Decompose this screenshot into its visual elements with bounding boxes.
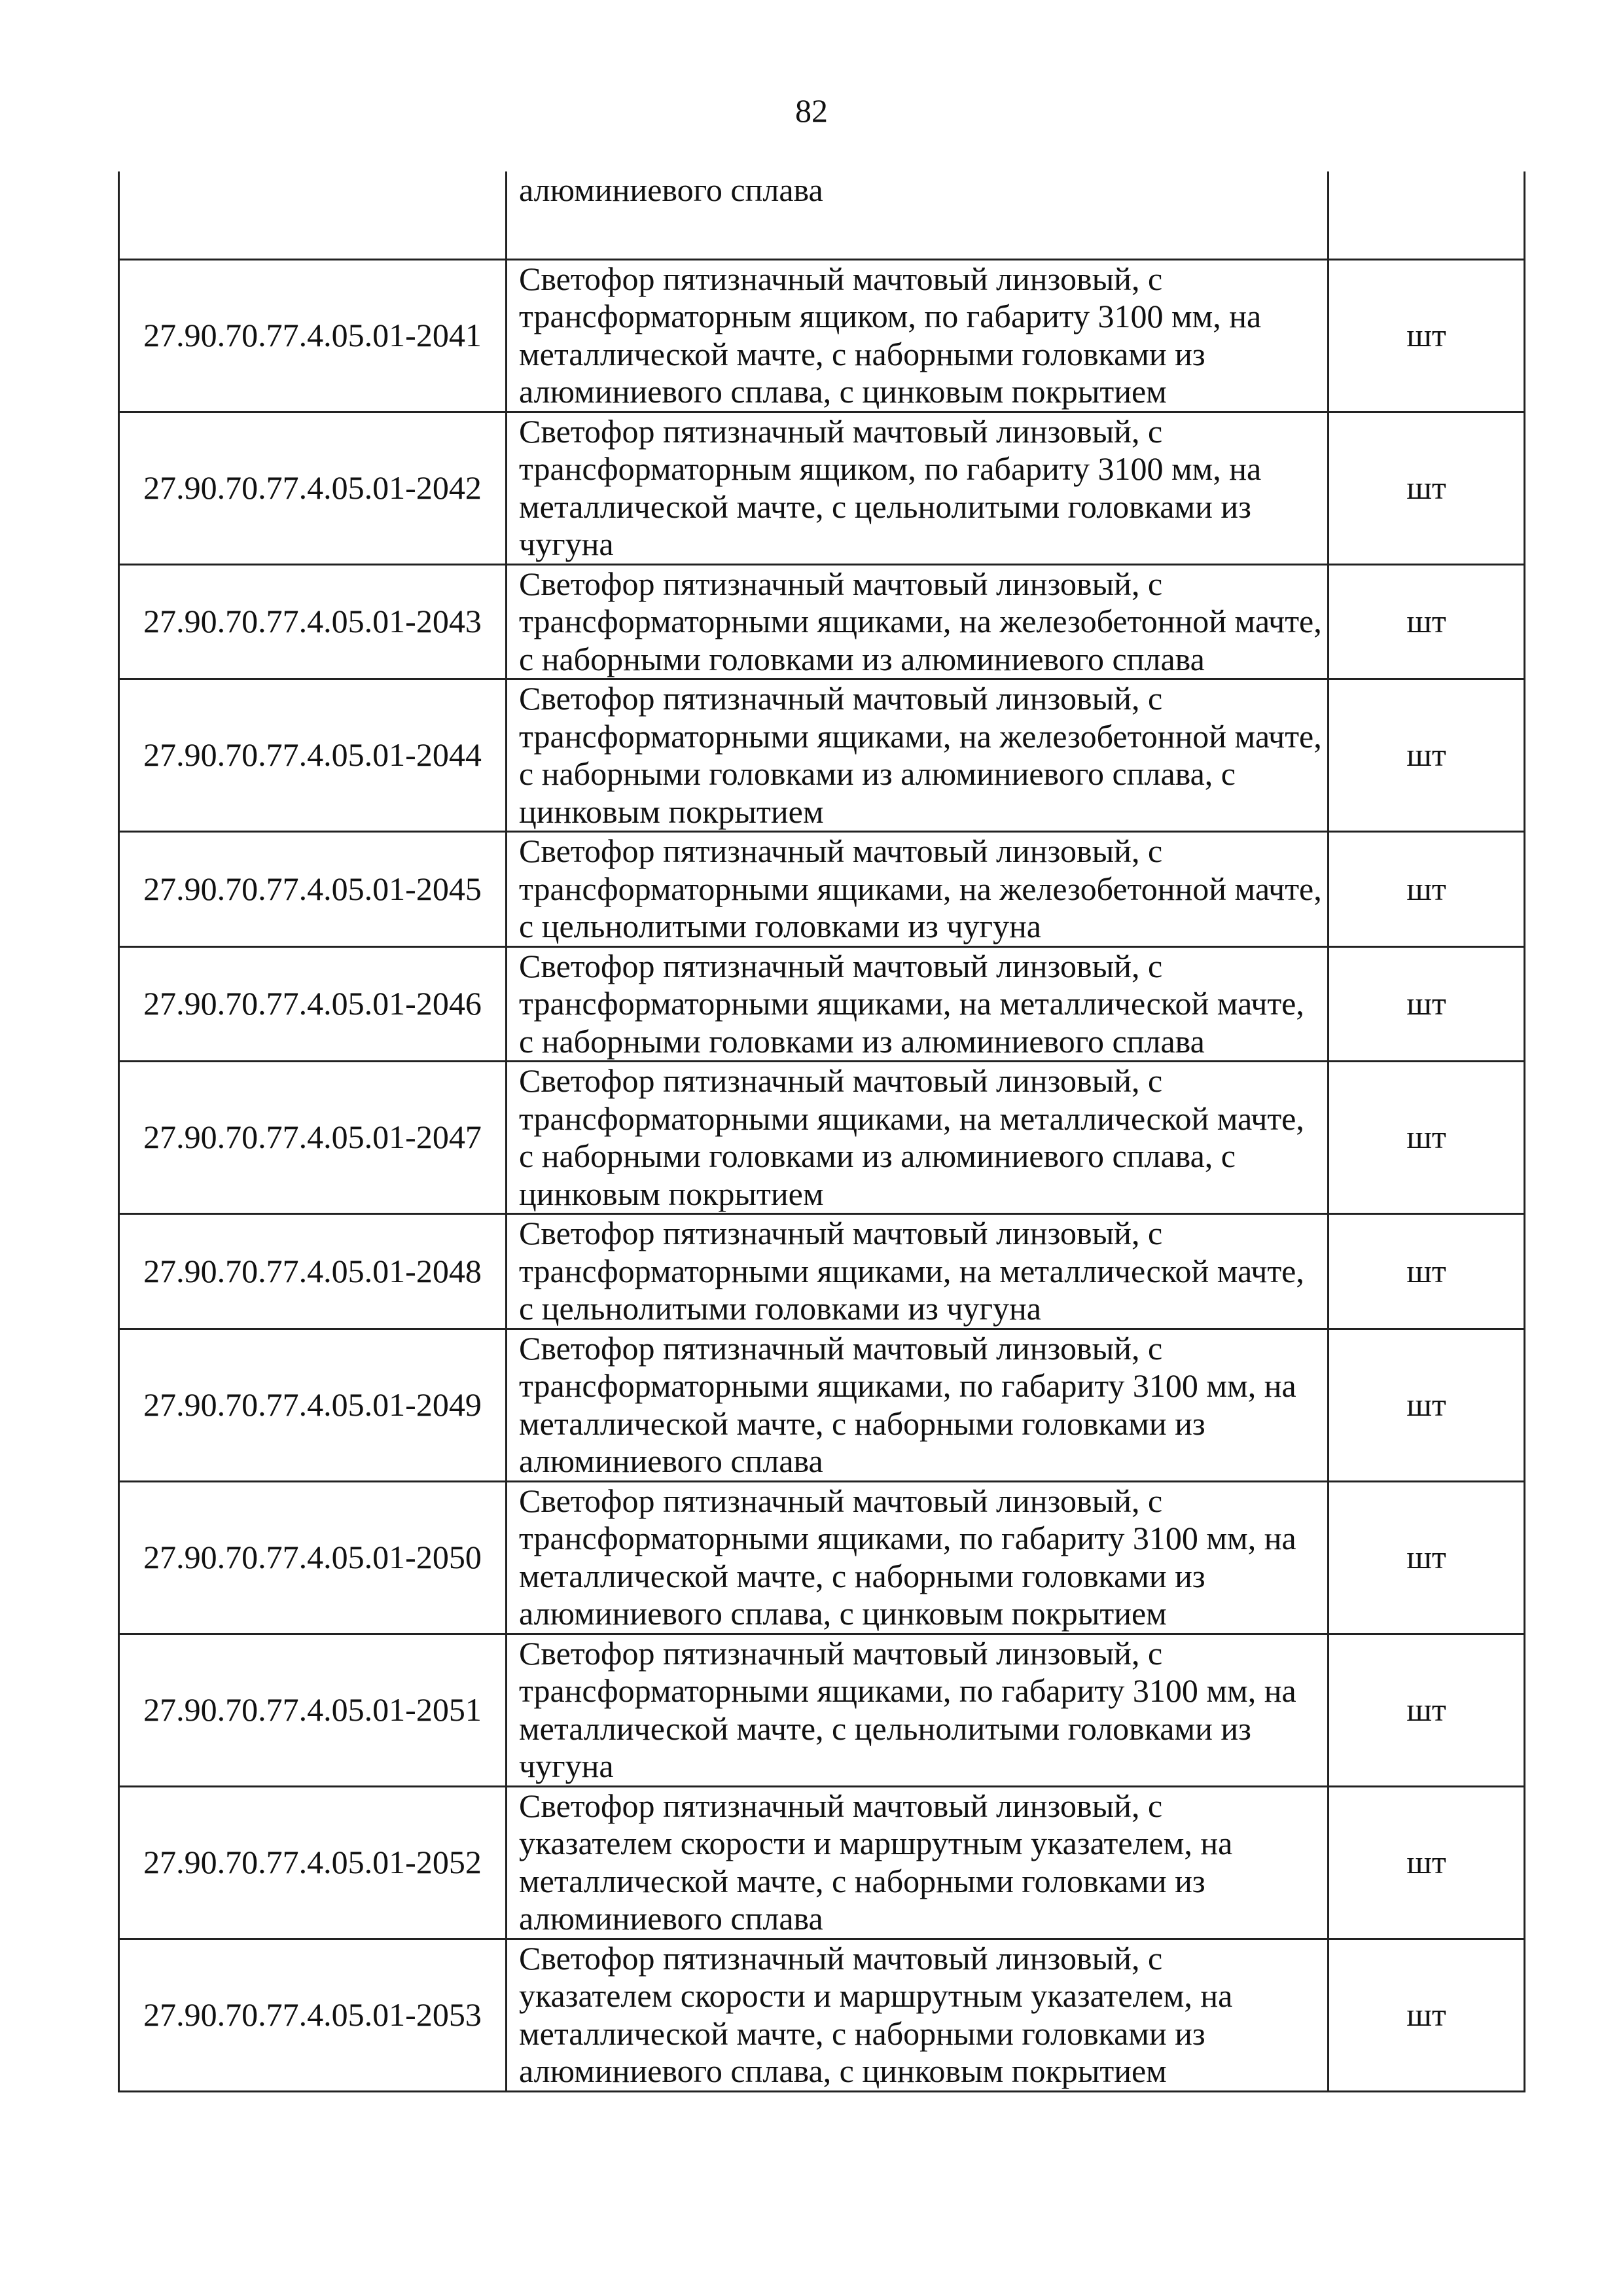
code-cell: 27.90.70.77.4.05.01-2047 <box>119 1062 507 1214</box>
unit-cell: шт <box>1329 564 1525 679</box>
unit-cell: шт <box>1329 1786 1525 1939</box>
description-cell: Светофор пятизначный мачтовый линзовый, с трансформаторными ящиками, по габариту 3100 мм, на металлической мачте, с наборными головками из алюминиевого сплава, с цинковым покрытием <box>507 1481 1329 1634</box>
code-cell: 27.90.70.77.4.05.01-2045 <box>119 832 507 947</box>
code-cell: 27.90.70.77.4.05.01-2048 <box>119 1214 507 1329</box>
description-cell: Светофор пятизначный мачтовый линзовый, с трансформаторными ящиками, по габариту 3100 мм, на металлической мачте, с цельнолитыми головками из чугуна <box>507 1634 1329 1786</box>
unit-cell: шт <box>1329 1214 1525 1329</box>
description-cell: Светофор пятизначный мачтовый линзовый, с трансформаторными ящиками, на железобетонной мачте, с наборными головками из алюминиевого сплава, с цинковым покрытием <box>507 679 1329 832</box>
description-cell: Светофор пятизначный мачтовый линзовый, с трансформаторными ящиками, на металлической мачте, с цельнолитыми головками из чугуна <box>507 1214 1329 1329</box>
description-cell: Светофор пятизначный мачтовый линзовый, с трансформаторными ящиками, на металлической мачте, с наборными головками из алюминиевого сплава <box>507 946 1329 1062</box>
description-cell: Светофор пятизначный мачтовый линзовый, с указателем скорости и маршрутным указателем, на металлической мачте, с наборными головками из алюминиевого сплава, с цинковым покрытием <box>507 1939 1329 2091</box>
code-cell: 27.90.70.77.4.05.01-2043 <box>119 564 507 679</box>
table-row <box>119 412 1525 564</box>
code-cell: 27.90.70.77.4.05.01-2042 <box>119 412 507 564</box>
continuation-code-cell <box>119 171 507 259</box>
table-row <box>119 946 1525 1062</box>
resource-table <box>118 171 1525 2092</box>
description-cell: Светофор пятизначный мачтовый линзовый, с указателем скорости и маршрутным указателем, на металлической мачте, с наборными головками из алюминиевого сплава <box>507 1786 1329 1939</box>
table-row <box>119 1786 1525 1939</box>
code-cell: 27.90.70.77.4.05.01-2044 <box>119 679 507 832</box>
table-row <box>119 1214 1525 1329</box>
code-cell: 27.90.70.77.4.05.01-2046 <box>119 946 507 1062</box>
unit-cell: шт <box>1329 946 1525 1062</box>
code-cell: 27.90.70.77.4.05.01-2052 <box>119 1786 507 1939</box>
code-cell: 27.90.70.77.4.05.01-2050 <box>119 1481 507 1634</box>
page-number: 82 <box>795 92 828 129</box>
continuation-row <box>119 171 1525 259</box>
table-row <box>119 1634 1525 1786</box>
unit-cell: шт <box>1329 1062 1525 1214</box>
table-row <box>119 259 1525 412</box>
description-cell: Светофор пятизначный мачтовый линзовый, с трансформаторными ящиками, на железобетонной мачте, с наборными головками из алюминиевого сплава <box>507 564 1329 679</box>
continuation-description-cell: алюминиевого сплава <box>507 171 1329 259</box>
unit-cell: шт <box>1329 1939 1525 2091</box>
unit-cell: шт <box>1329 1329 1525 1481</box>
table-row <box>119 679 1525 832</box>
table-row <box>119 564 1525 679</box>
description-cell: Светофор пятизначный мачтовый линзовый, с трансформаторным ящиком, по габариту 3100 мм, на металлической мачте, с наборными головками из алюминиевого сплава, с цинковым покрытием <box>507 259 1329 412</box>
description-cell: Светофор пятизначный мачтовый линзовый, с трансформаторными ящиками, на металлической мачте, с наборными головками из алюминиевого сплава, с цинковым покрытием <box>507 1062 1329 1214</box>
table-row <box>119 1939 1525 2091</box>
code-cell: 27.90.70.77.4.05.01-2053 <box>119 1939 507 2091</box>
continuation-unit-cell <box>1329 171 1525 259</box>
code-cell: 27.90.70.77.4.05.01-2041 <box>119 259 507 412</box>
table-row <box>119 1481 1525 1634</box>
table-row <box>119 832 1525 947</box>
code-cell: 27.90.70.77.4.05.01-2049 <box>119 1329 507 1481</box>
unit-cell: шт <box>1329 1634 1525 1786</box>
unit-cell: шт <box>1329 832 1525 947</box>
description-cell: Светофор пятизначный мачтовый линзовый, с трансформаторным ящиком, по габариту 3100 мм, на металлической мачте, с цельнолитыми головками из чугуна <box>507 412 1329 564</box>
description-cell: Светофор пятизначный мачтовый линзовый, с трансформаторными ящиками, на железобетонной мачте, с цельнолитыми головками из чугуна <box>507 832 1329 947</box>
code-cell: 27.90.70.77.4.05.01-2051 <box>119 1634 507 1786</box>
table-row <box>119 1062 1525 1214</box>
unit-cell: шт <box>1329 412 1525 564</box>
unit-cell: шт <box>1329 1481 1525 1634</box>
unit-cell: шт <box>1329 259 1525 412</box>
description-cell: Светофор пятизначный мачтовый линзовый, с трансформаторными ящиками, по габариту 3100 мм, на металлической мачте, с наборными головками из алюминиевого сплава <box>507 1329 1329 1481</box>
table-row <box>119 1329 1525 1481</box>
unit-cell: шт <box>1329 679 1525 832</box>
